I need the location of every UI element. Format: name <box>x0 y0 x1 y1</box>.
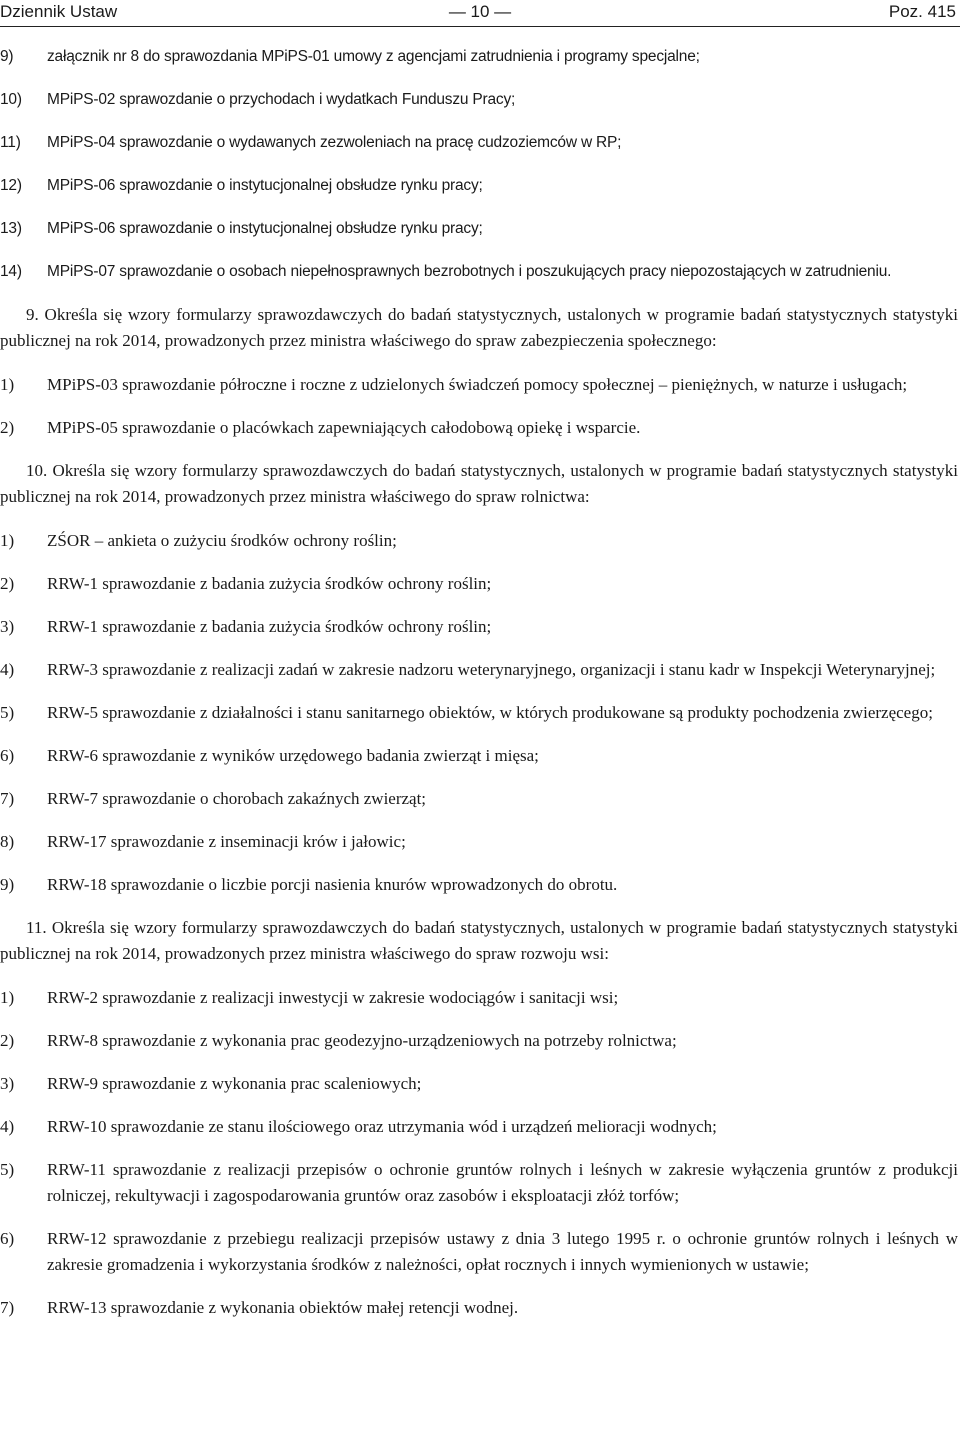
list-item: 4) RRW-10 sprawozdanie ze stanu ilościowego oraz utrzymania wód i urządzeń melioracji wodnych; <box>0 1117 717 1136</box>
paragraph-10: 10. Określa się wzory formularzy sprawozdawczych do badań statystycznych, ustalonych w programie badań statystycznych statystyki publicznej na rok 2014, prowadzonych przez ministra właściwego do spraw rolnictwa: <box>0 461 958 506</box>
list-item: 9) załącznik nr 8 do sprawozdania MPiPS-01 umowy z agencjami zatrudnienia i programy specjalne; <box>0 48 700 65</box>
journal-title: Dziennik Ustaw <box>0 2 118 21</box>
list-item: 11) MPiPS-04 sprawozdanie o wydawanych zezwoleniach na pracę cudzoziemców w RP; <box>0 134 622 151</box>
paragraph-9: 9. Określa się wzory formularzy sprawozdawczych do badań statystycznych, ustalonych w programie badań statystycznych statystyki publicznej na rok 2014, prowadzonych przez ministra właściwego do spraw zabezpieczenia społecznego: <box>0 305 958 350</box>
list-item: 8) RRW-17 sprawozdanie z inseminacji krów i jałowic; <box>0 832 406 851</box>
page-number: — 10 — <box>448 2 512 21</box>
list-item: 6) RRW-6 sprawozdanie z wyników urzędowego badania zwierząt i mięsa; <box>0 746 539 765</box>
list-item: 13) MPiPS-06 sprawozdanie o instytucjonalnej obsłudze rynku pracy; <box>0 220 483 237</box>
list-item: 3) RRW-9 sprawozdanie z wykonania prac scaleniowych; <box>0 1074 422 1093</box>
paragraph-11: 11. Określa się wzory formularzy sprawozdawczych do badań statystycznych, ustalonych w programie badań statystycznych statystyki publicznej na rok 2014, prowadzonych przez ministra właściwego do spraw rozwoju wsi: <box>0 918 958 963</box>
list-item: 4) RRW-3 sprawozdanie z realizacji zadań w zakresie nadzoru weterynaryjnego, organizacji i stanu kadr w Inspekcji Weterynaryjnej; <box>0 660 936 679</box>
document-body <box>0 44 958 1338</box>
list-item: 7) RRW-7 sprawozdanie o chorobach zakaźnych zwierząt; <box>0 789 427 808</box>
list-item: 1) MPiPS-03 sprawozdanie półroczne i roczne z udzielonych świadczeń pomocy społecznej – pieniężnych, w naturze i usługach; <box>0 375 908 394</box>
list-item: 5) RRW-5 sprawozdanie z działalności i stanu sanitarnego obiektów, w których produkowane są produkty pochodzenia zwierzęcego; <box>0 703 933 722</box>
list-item: 12) MPiPS-06 sprawozdanie o instytucjonalnej obsłudze rynku pracy; <box>0 177 483 194</box>
list-item: 2) RRW-1 sprawozdanie z badania zużycia środków ochrony roślin; <box>0 574 492 593</box>
list-item: 5) RRW-11 sprawozdanie z realizacji przepisów o ochronie gruntów rolnych i leśnych w zakresie wyłączenia gruntów z produkcji rolniczej, rekultywacji i zagospodarowania gruntów oraz zasobów i eksploatacji złóż torfów; <box>0 1160 958 1205</box>
list-item: 1) RRW-2 sprawozdanie z realizacji inwestycji w zakresie wodociągów i sanitacji wsi; <box>0 988 619 1007</box>
list-item: 6) RRW-12 sprawozdanie z przebiegu realizacji przepisów ustawy z dnia 3 lutego 1995 r. o ochronie gruntów rolnych i leśnych w zakresie gromadzenia i wykorzystania środków z należności, opłat rocznych i innych wymienionych w ustawie; <box>0 1229 958 1274</box>
list-item: 9) RRW-18 sprawozdanie o liczbie porcji nasienia knurów wprowadzonych do obrotu. <box>0 875 618 894</box>
list-item: 14) MPiPS-07 sprawozdanie o osobach niepełnosprawnych bezrobotnych i poszukujących pracy niepozostających w zatrudnieniu. <box>0 263 892 280</box>
list-item: 3) RRW-1 sprawozdanie z badania zużycia środków ochrony roślin; <box>0 617 492 636</box>
position-number: Poz. 415 <box>888 2 956 21</box>
page-header <box>0 0 960 27</box>
list-item: 2) RRW-8 sprawozdanie z wykonania prac geodezyjno-urządzeniowych na potrzeby rolnictwa; <box>0 1031 677 1050</box>
list-item: 1) ZŚOR – ankieta o zużyciu środków ochrony roślin; <box>0 531 397 550</box>
list-item: 10) MPiPS-02 sprawozdanie o przychodach i wydatkach Funduszu Pracy; <box>0 91 516 108</box>
list-item: 7) RRW-13 sprawozdanie z wykonania obiektów małej retencji wodnej. <box>0 1298 519 1317</box>
list-item: 2) MPiPS-05 sprawozdanie o placówkach zapewniających całodobową opiekę i wsparcie. <box>0 418 641 437</box>
